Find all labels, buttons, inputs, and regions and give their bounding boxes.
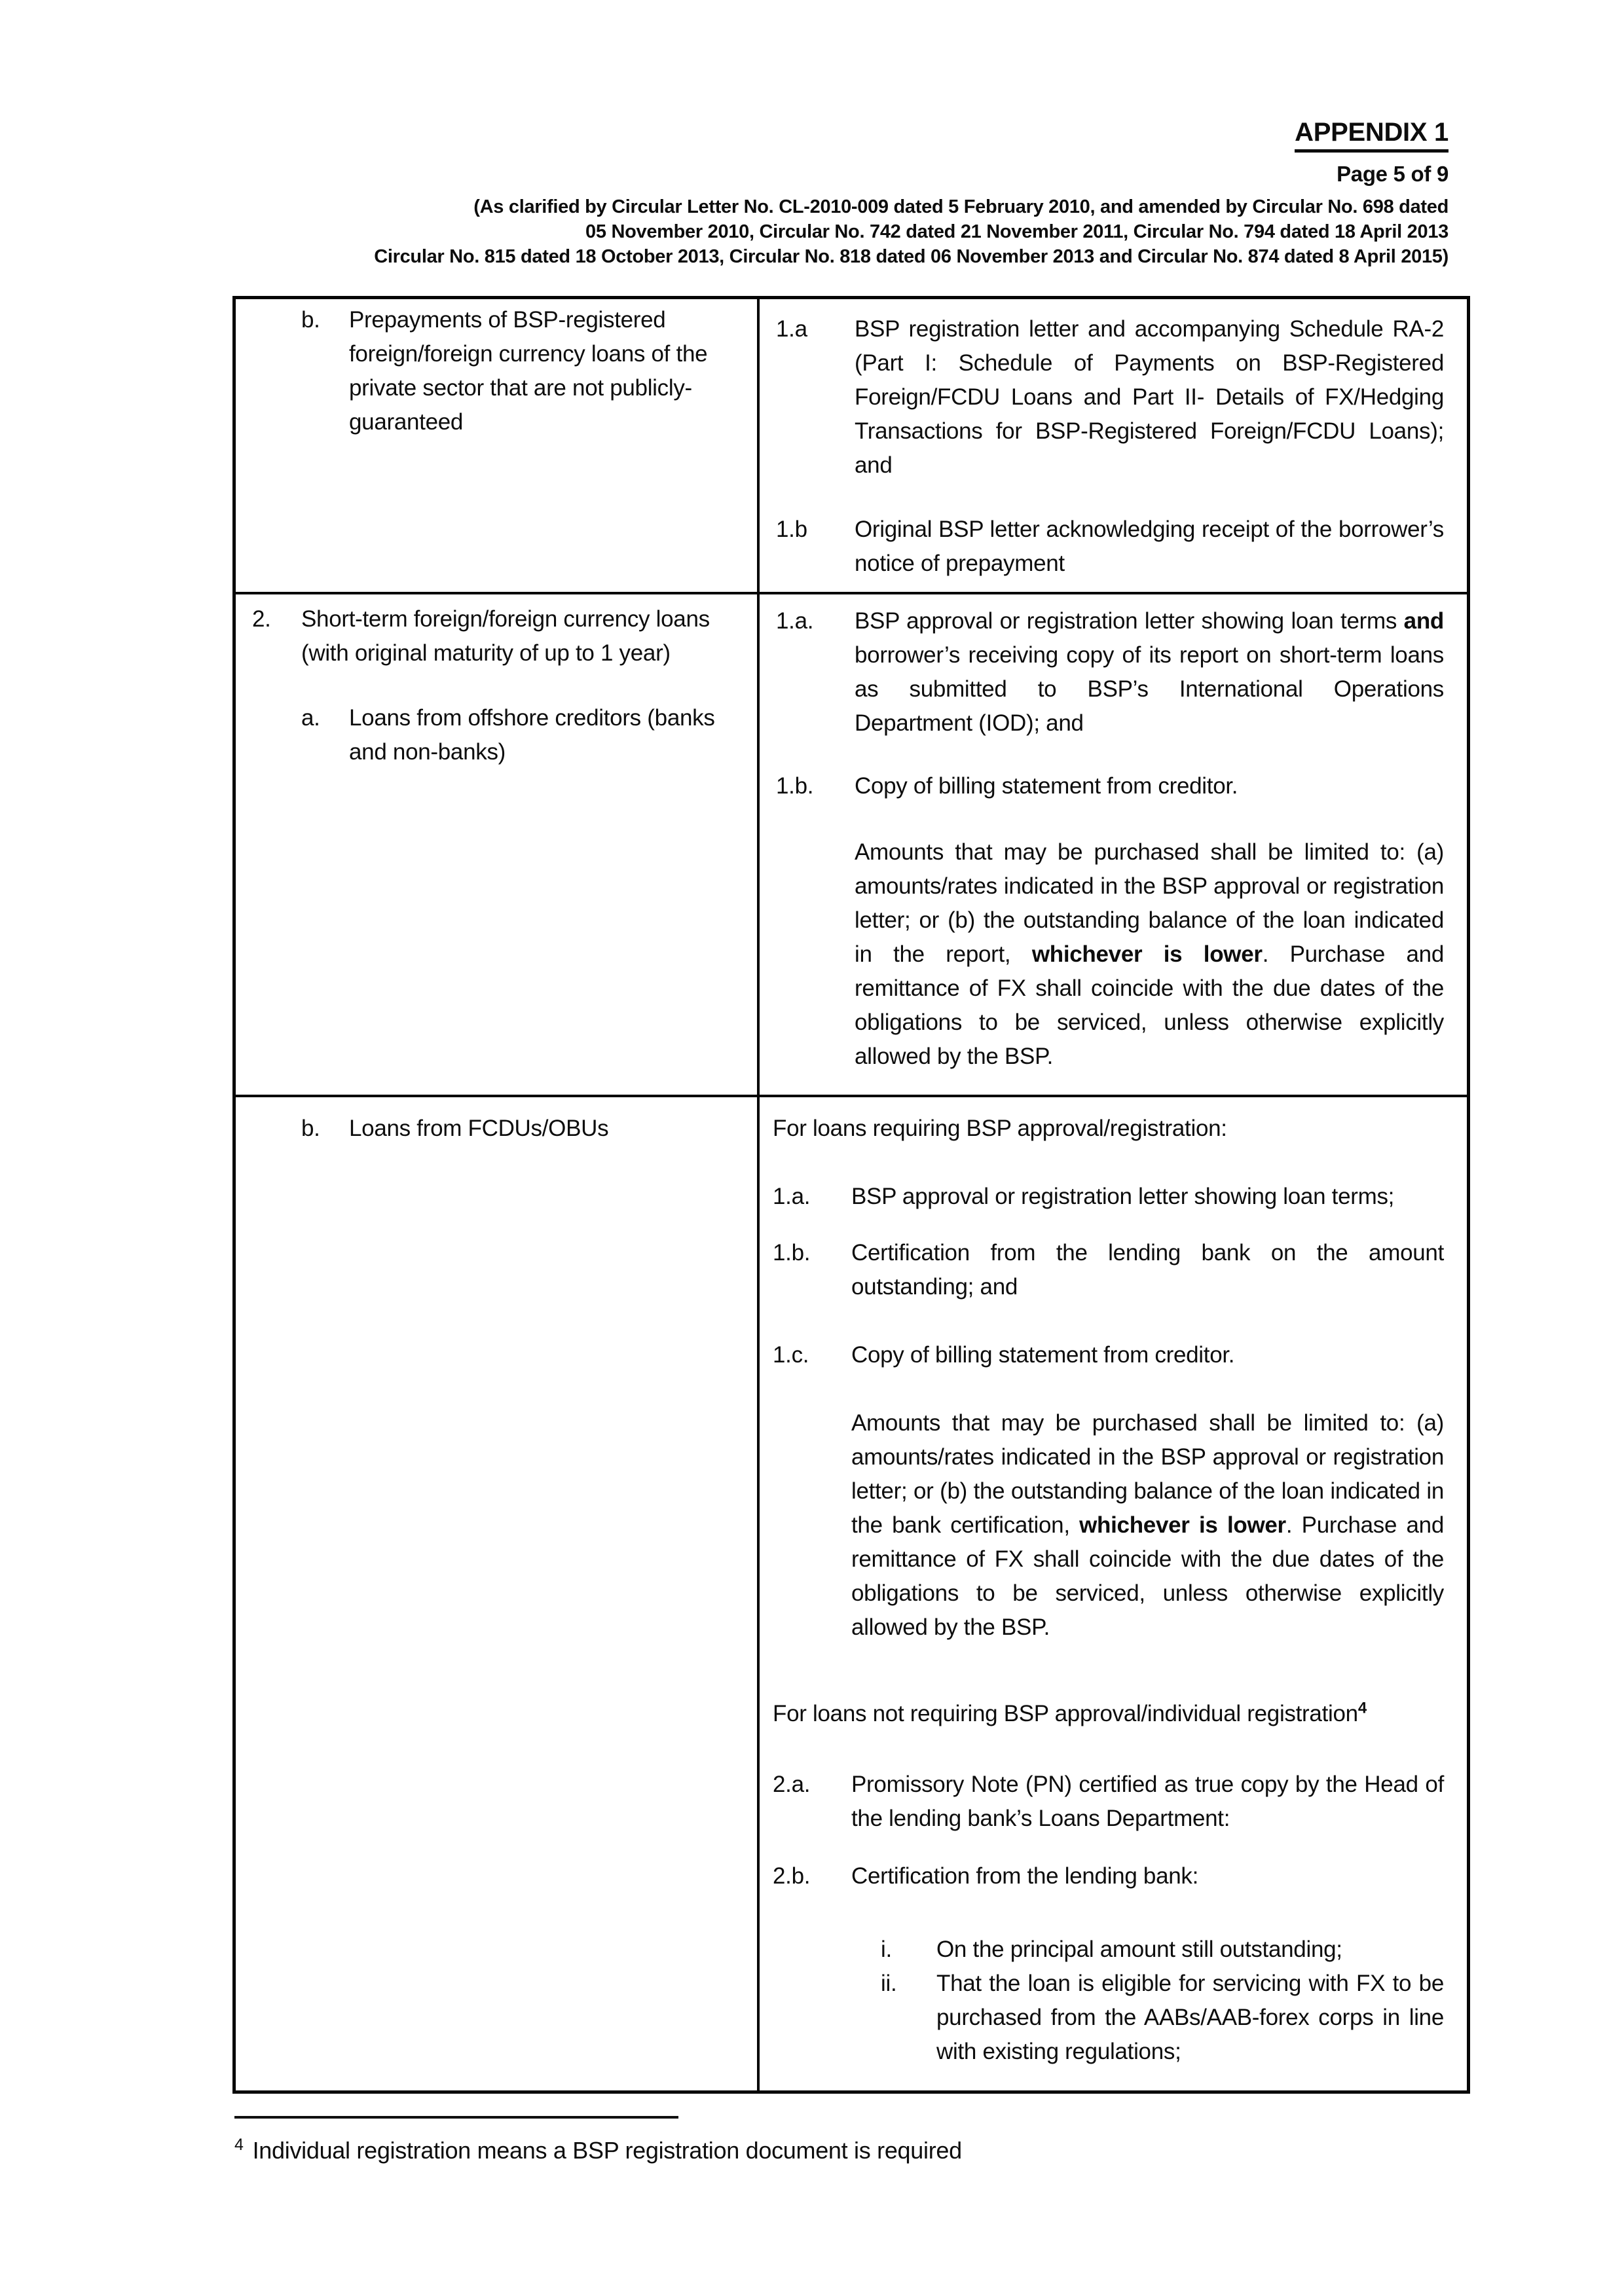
section-heading-not-requiring — [773, 1697, 1444, 1731]
item-text: That the loan is eligible for servicing with FX to be purchased from the AABs/AAB-forex corps in line with existing regulations; — [936, 1971, 1444, 2064]
limit-paragraph — [773, 1406, 1444, 1645]
item-text: Loans from FCDUs/OBUs — [349, 1116, 609, 1141]
transaction-2-text: Short-term foreign/foreign currency loans (with original maturity of up to 1 year) — [301, 606, 710, 666]
item-label: 1.b. — [773, 1240, 811, 1266]
item-text — [301, 602, 731, 769]
item-label: 2.b. — [773, 1863, 811, 1889]
item-text: Promissory Note (PN) certified as true copy by the Head of the lending bank’s Loans Department: — [851, 1772, 1444, 1831]
requirement-item-1b — [776, 513, 1444, 581]
item-label: b. — [301, 307, 320, 333]
text-segment: BSP approval or registration letter showing loan terms — [855, 608, 1404, 634]
text-segment: . Purchase and remittance of FX shall coincide with the due dates of the obligations to be serviced, unless otherwise explicitly allowed by the BSP. — [851, 1512, 1445, 1640]
transaction-item-2a — [301, 701, 731, 769]
footnote — [234, 2136, 962, 2166]
transaction-item-b — [301, 303, 728, 439]
requirement-item-1b — [773, 1236, 1444, 1304]
item-label: a. — [301, 705, 320, 731]
requirement-item-1a — [773, 1180, 1444, 1214]
appendix-title: APPENDIX 1 — [1295, 118, 1449, 153]
bold-segment: and — [1403, 608, 1444, 634]
row2-transaction-cell — [236, 592, 757, 1095]
item-label: 1.c. — [773, 1342, 809, 1368]
item-label: b. — [301, 1116, 320, 1141]
requirement-item-2a — [773, 1768, 1444, 1836]
item-text — [855, 604, 1444, 740]
amendment-note-line-2: 05 November 2010, Circular No. 742 dated 21 November 2011, Circular No. 794 dated 18 April 2013 — [585, 221, 1449, 242]
sub-item-i — [881, 1933, 1444, 1967]
bold-segment: whichever is lower — [1079, 1512, 1286, 1538]
item-text: On the principal amount still outstanding; — [936, 1937, 1342, 1962]
paragraph-text — [855, 835, 1444, 1074]
amendment-note-line-3: Circular No. 815 dated 18 October 2013, Circular No. 818 dated 06 November 2013 and Circular No. 874 dated 8 April 2015) — [374, 246, 1449, 267]
bold-segment: whichever is lower — [1031, 941, 1263, 967]
item-text: BSP registration letter and accompanying Schedule RA-2 (Part I: Schedule of Payments on BSP-Registered Foreign/FCDU Loans and Part II- Details of FX/Hedging Transactions for BSP-Registered Foreign/FCDU Loans); and — [855, 316, 1444, 478]
item-label: 1.a. — [776, 608, 814, 634]
amendment-note — [374, 194, 1449, 269]
text-segment: Amounts that may be purchased shall be limited to: (a) amounts/rates indicated in the BSP approval or registration letter; or (b) the outstanding balance of the loan indicated in the bank certification, — [851, 1410, 1444, 1538]
item-label: 1.a. — [773, 1184, 811, 1209]
row3-transaction-cell — [236, 1095, 757, 2090]
item-text: Prepayments of BSP-registered foreign/foreign currency loans of the private sector that are not publicly-guaranteed — [349, 307, 708, 435]
item-label: ii. — [881, 1971, 897, 1996]
item-text: BSP approval or registration letter showing loan terms; — [851, 1184, 1395, 1209]
requirement-item-1c — [773, 1338, 1444, 1372]
footnote-reference: 4 — [1357, 1699, 1367, 1717]
item-label: i. — [881, 1937, 892, 1962]
footnote-text: Individual registration means a BSP registration document is required — [252, 2137, 962, 2164]
transaction-item-b — [301, 1112, 731, 1146]
row3-requirements-cell — [757, 1095, 1467, 2090]
item-label: 1.b. — [776, 773, 814, 799]
page-number: Page 5 of 9 — [1337, 162, 1449, 186]
row1-transaction-cell — [236, 299, 757, 592]
transaction-item-2 — [252, 602, 731, 769]
limit-paragraph — [776, 835, 1444, 1074]
sub-item-ii — [881, 1967, 1444, 2069]
text-segment: borrower’s receiving copy of its report on short-term loans as submitted to BSP’s International Operations Department (IOD); and — [855, 642, 1444, 736]
row2-requirements-cell — [757, 592, 1467, 1095]
paragraph-text — [851, 1406, 1444, 1645]
requirement-item-2b — [773, 1859, 1444, 2069]
section-heading-requiring: For loans requiring BSP approval/registration: — [773, 1116, 1227, 1141]
amendment-note-line-1: (As clarified by Circular Letter No. CL-2010-009 dated 5 February 2010, and amended by Circular No. 698 dated — [473, 196, 1449, 217]
requirement-item-1a — [776, 312, 1444, 483]
footnote-separator — [234, 2116, 678, 2119]
appendix-title-row — [374, 118, 1449, 153]
item-label: 1.a — [776, 316, 807, 342]
row1-requirements-cell — [757, 299, 1467, 592]
item-label: 1.b — [776, 517, 807, 542]
requirement-item-1a — [776, 604, 1444, 740]
item-text: Original BSP letter acknowledging receipt of the borrower’s notice of prepayment — [855, 517, 1444, 576]
text-segment: Amounts that may be purchased shall be limited to: (a) amounts/rates indicated in the BSP approval or registration letter; or (b) the outstanding balance of the loan indicated in the report, — [855, 839, 1444, 967]
heading-text: For loans not requiring BSP approval/individual registration — [773, 1701, 1358, 1726]
item-text: Copy of billing statement from creditor. — [855, 773, 1238, 799]
item-label: 2.a. — [773, 1772, 811, 1797]
item-text: Certification from the lending bank on the amount outstanding; and — [851, 1240, 1444, 1300]
item-text: Loans from offshore creditors (banks and non-banks) — [349, 705, 715, 765]
item-number: 2. — [252, 606, 271, 632]
item-text: Copy of billing statement from creditor. — [851, 1342, 1235, 1368]
footnote-ref: 4 — [234, 2136, 244, 2154]
page-header — [374, 118, 1449, 269]
item-2b-text: Certification from the lending bank: — [851, 1863, 1199, 1889]
item-text — [851, 1859, 1444, 2069]
requirement-item-1b — [776, 769, 1444, 803]
text-segment: . Purchase and remittance of FX shall coincide with the due dates of the obligations to be serviced, unless otherwise explicitly allowed by the BSP. — [855, 941, 1445, 1069]
requirements-table — [232, 296, 1470, 2094]
